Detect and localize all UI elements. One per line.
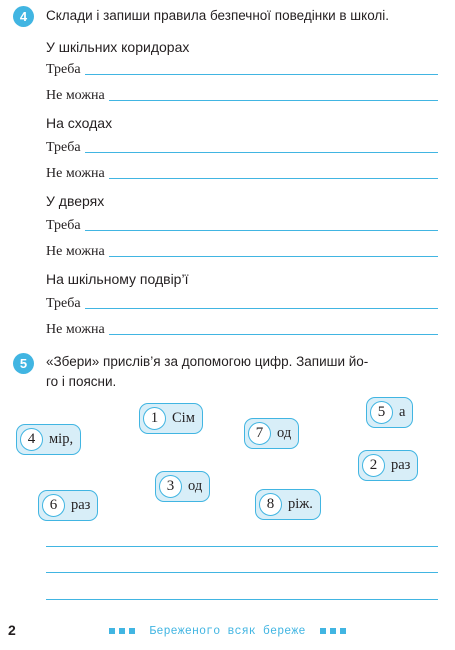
card-number: 3 [159,475,182,498]
card-word: од [277,425,292,441]
must-label: Треба [46,62,81,77]
must-label: Треба [46,218,81,233]
instruction-line [46,352,438,372]
section-title-schoolyard: На шкільному подвір’ї [46,271,189,287]
word-card-1[interactable] [139,403,203,434]
mustnot-label: Не можна [46,166,105,181]
mustnot-label: Не можна [46,244,105,259]
writing-line [85,230,438,231]
square-bullet-icon [109,628,115,634]
square-bullet-icon [320,628,326,634]
card-word: Сім [172,410,195,426]
card-word: од [188,478,203,494]
word-card-3[interactable] [155,471,210,502]
writing-line [85,308,438,309]
answer-row-mustnot[interactable] [46,86,438,104]
instruction-line: го і поясни. [46,374,117,389]
must-label: Треба [46,140,81,155]
card-number: 5 [370,401,393,424]
word-card-6[interactable] [38,490,98,521]
card-word: а [399,404,406,420]
task-number-badge: 5 [13,353,34,374]
writing-line [85,74,438,75]
writing-line [85,152,438,153]
must-label: Треба [46,296,81,311]
answer-row-must[interactable] [46,294,438,312]
word-card-8[interactable] [255,489,321,520]
square-bullet-icon [330,628,336,634]
card-word: раз [391,457,411,473]
answer-line[interactable] [46,546,438,547]
answer-row-must[interactable] [46,216,438,234]
square-bullet-icon [119,628,125,634]
answer-row-must[interactable] [46,60,438,78]
card-number: 8 [259,493,282,516]
mustnot-label: Не можна [46,322,105,337]
answer-row-mustnot[interactable] [46,320,438,338]
writing-line [109,100,438,101]
page-number: 2 [8,622,16,638]
instruction-text: «Збери» прислів’я за допомогою цифр. Запиши йо- [46,354,369,369]
word-card-2[interactable] [358,450,418,481]
card-number: 7 [248,422,271,445]
card-number: 2 [362,454,385,477]
card-number: 6 [42,494,65,517]
writing-line [109,334,438,335]
task-number-badge: 4 [13,6,34,27]
square-bullet-icon [340,628,346,634]
word-card-5[interactable] [366,397,413,428]
writing-line [109,178,438,179]
card-number: 4 [20,428,43,451]
task-instruction [46,352,438,392]
answer-line[interactable] [46,572,438,573]
card-number: 1 [143,407,166,430]
answer-row-must[interactable] [46,138,438,156]
card-word: ріж. [288,496,313,512]
answer-row-mustnot[interactable] [46,164,438,182]
answer-line[interactable] [46,599,438,600]
section-title-doors: У дверях [46,193,105,209]
word-card-7[interactable] [244,418,299,449]
card-word: мір, [49,431,74,447]
footer-text: Береженого всяк береже [149,625,306,638]
section-title-stairs: На сходах [46,115,113,131]
writing-line [109,256,438,257]
card-word: раз [71,497,91,513]
task-instruction: Склади і запиши правила безпечної поведінки в школі. [46,8,390,23]
square-bullet-icon [129,628,135,634]
section-title-corridors: У шкільних коридорах [46,39,190,55]
page-footer [0,625,455,638]
word-card-4[interactable] [16,424,81,455]
answer-row-mustnot[interactable] [46,242,438,260]
mustnot-label: Не можна [46,88,105,103]
